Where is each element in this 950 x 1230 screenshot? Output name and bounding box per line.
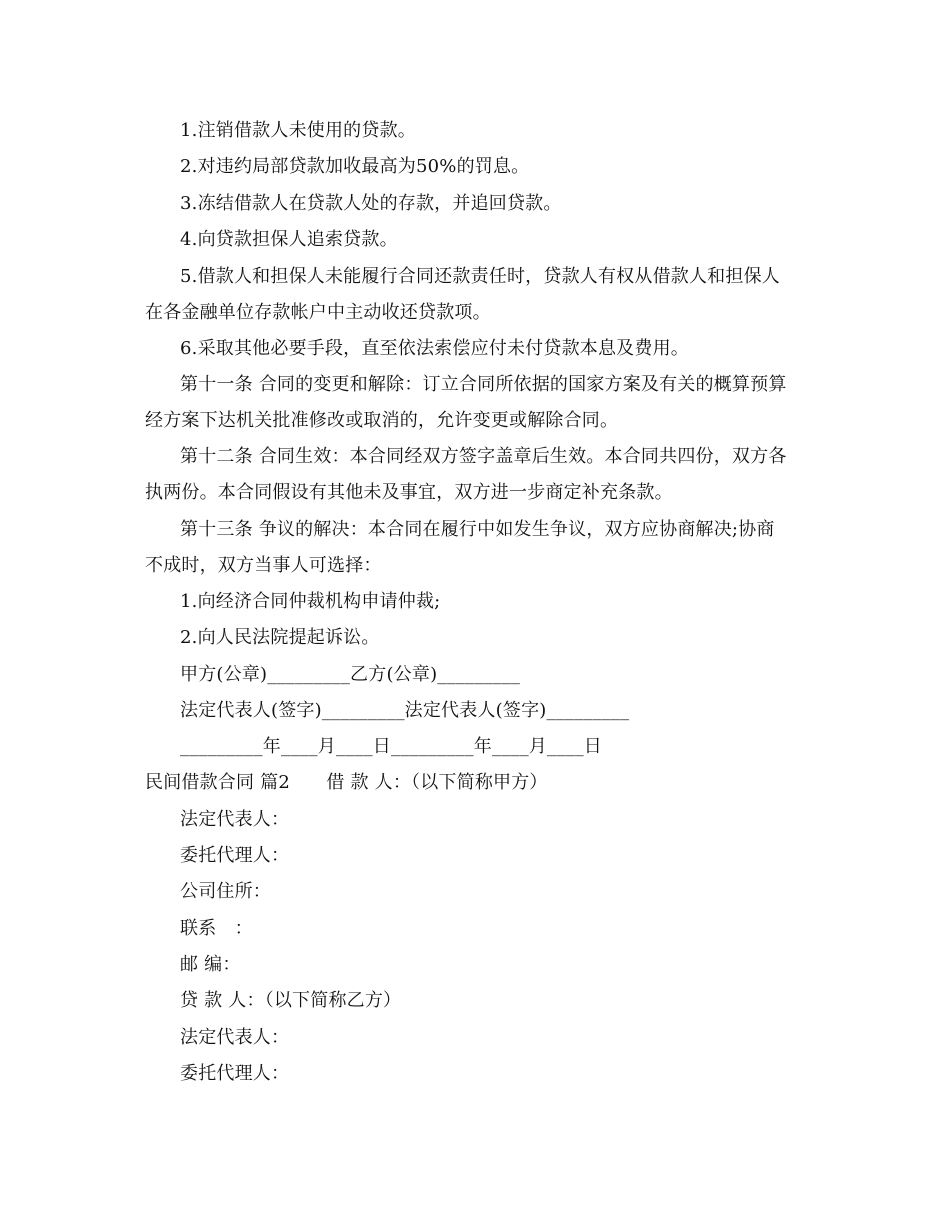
contact: 联系 ：	[180, 918, 253, 939]
contract-2-heading: 民间借款合同 篇2 借 款 人：（以下简称甲方）	[145, 772, 548, 793]
clause-item-5-continued: 在各金融单位存款帐户中主动收还贷款项。	[145, 302, 491, 323]
clause-item-4: 4.向贷款担保人追索贷款。	[180, 229, 398, 250]
article-11: 第十一条 合同的变更和解除：订立合同所依据的国家方案及有关的概算预算	[180, 374, 787, 395]
clause-item-5: 5.借款人和担保人未能履行合同还款责任时，贷款人有权从借款人和担保人	[180, 266, 780, 287]
lender-legal-representative: 法定代表人：	[180, 1027, 290, 1048]
dispute-option-1: 1.向经济合同仲裁机构申请仲裁;	[180, 591, 441, 612]
date-line: _________年____月____日_________年____月____日	[180, 736, 602, 757]
article-11-continued: 经方案下达机关批准修改或取消的，允许变更或解除合同。	[145, 410, 619, 431]
lender-heading: 贷 款 人：（以下简称乙方）	[180, 990, 402, 1011]
article-12: 第十二条 合同生效：本合同经双方签字盖章后生效。本合同共四份，双方各	[180, 446, 787, 467]
lender-agent: 委托代理人：	[180, 1063, 290, 1084]
party-seal-line: 甲方(公章)_________乙方(公章)_________	[180, 664, 521, 685]
dispute-option-2: 2.向人民法院提起诉讼。	[180, 627, 380, 648]
borrower-agent: 委托代理人：	[180, 845, 290, 866]
article-12-continued: 执两份。本合同假设有其他未及事宜，双方进一步商定补充条款。	[145, 482, 673, 503]
postal-code: 邮 编：	[180, 954, 241, 975]
article-13-continued: 不成时，双方当事人可选择：	[145, 555, 382, 576]
article-13: 第十三条 争议的解决：本合同在履行中如发生争议，双方应协商解决;协商	[180, 519, 775, 540]
borrower-legal-representative: 法定代表人：	[180, 809, 290, 830]
company-address: 公司住所：	[180, 881, 271, 902]
clause-item-3: 3.冻结借款人在贷款人处的存款，并追回贷款。	[180, 193, 562, 214]
clause-item-2: 2.对违约局部贷款加收最高为50%的罚息。	[180, 156, 530, 177]
clause-item-6: 6.采取其他必要手段，直至依法索偿应付未付贷款本息及费用。	[180, 338, 689, 359]
legal-representative-signature-line: 法定代表人(签字)_________法定代表人(签字)_________	[180, 700, 630, 721]
clause-item-1: 1.注销借款人未使用的贷款。	[180, 120, 416, 141]
